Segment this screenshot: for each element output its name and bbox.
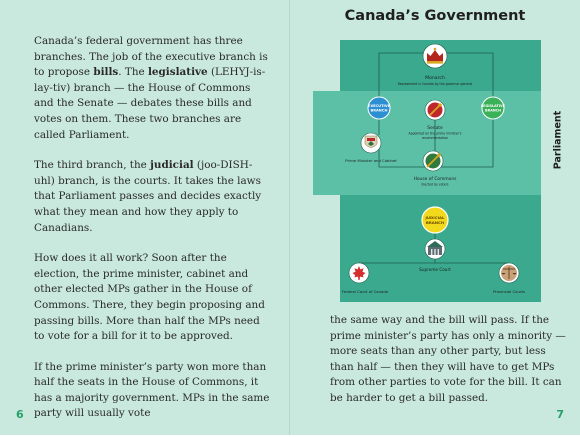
paragraph-majority (34, 360, 272, 422)
bold-term: bills (93, 66, 118, 78)
prime-minister-icon (361, 133, 381, 153)
parliament-side-label (549, 94, 567, 186)
paragraph-how-it-works (34, 251, 272, 345)
right-text-column (330, 313, 570, 407)
executive-label-line1: EXECUTIVE (368, 104, 391, 108)
paragraph-minority: the same way and the bill will pass. If the prime minister’s party has only a minority — more seats than any other party, but less than half — then they will have to get MPs from other parties to vote for the bill. It can be harder to get a bill passed. (330, 313, 570, 407)
senate-sublabel-line1: Appointed on the prime minister’s (408, 132, 461, 136)
paragraph-branches (34, 34, 272, 143)
commons-label: House of Commons (414, 176, 458, 182)
provincial-courts-label: Provincial Courts (493, 289, 525, 294)
senate-sublabel-line2: recommendation (422, 136, 448, 140)
pm-cabinet-label: Prime Minister and Cabinet (345, 158, 397, 163)
legislative-label-line1: LEGISLATIVE (481, 104, 506, 108)
legislative-label-line2: BRANCH (485, 109, 501, 113)
judicial-label-line2: BRANCH (426, 220, 444, 225)
text-run: (LEHYJ-is-lay-tiv) branch — the House of Commons and the Senate — debates these bills and votes on them. These two branches are called Parliament. (34, 66, 265, 140)
government-diagram (313, 40, 548, 302)
house-of-commons-icon (423, 151, 443, 171)
judicial-label-line1: JUDICIAL (424, 215, 445, 220)
left-text-column (34, 34, 272, 437)
text-run: If the prime minister’s party won more than half the seats in the House of Commons, it has a majority government. MPs in the same party will usually vote (34, 361, 269, 420)
page-number-left: 6 (16, 408, 24, 421)
parliament-label-text: Parliament (553, 111, 564, 169)
executive-label-line2: BRANCH (371, 109, 388, 113)
supreme-court-icon (425, 239, 445, 259)
federal-court-label: Federal Court of Canada (342, 289, 388, 294)
bold-term: legislative (148, 66, 208, 78)
supreme-court-label: Supreme Court (419, 267, 451, 272)
executive-branch-badge (368, 97, 391, 119)
senate-label: Senate (427, 125, 443, 131)
text-run: The third branch, the (34, 159, 150, 171)
paragraph-judicial (34, 158, 272, 236)
page-number-right: 7 (556, 408, 564, 421)
scales-of-justice-icon (499, 263, 519, 283)
text-run: . The (118, 66, 148, 78)
commons-sublabel: Elected by voters (422, 183, 449, 187)
senate-icon (425, 100, 445, 120)
monarch-label: Monarch (425, 75, 445, 81)
diagram-title: Canada’s Government (340, 8, 530, 24)
text-run: Canada’s federal government has three branches. The job of the executive branch is to propose (34, 35, 268, 78)
text-run: How does it all work? Soon after the election, the prime minister, cabinet and other elected MPs gather in the House of Commons. There, they begin proposing and passing bills. More than half the MPs need to vote for a bill for it to be approved. (34, 252, 265, 342)
monarch-sublabel: Represented in Canada by the governor general (398, 82, 473, 86)
judicial-branch-badge (422, 207, 448, 233)
bold-term: judicial (150, 159, 193, 171)
crown-icon (423, 44, 447, 68)
maple-leaf-icon (349, 263, 369, 283)
text-run: (joo-DISH-uhl) branch, is the courts. It takes the laws that Parliament passes and decides exactly what they mean and how they apply to Canadians. (34, 159, 261, 233)
